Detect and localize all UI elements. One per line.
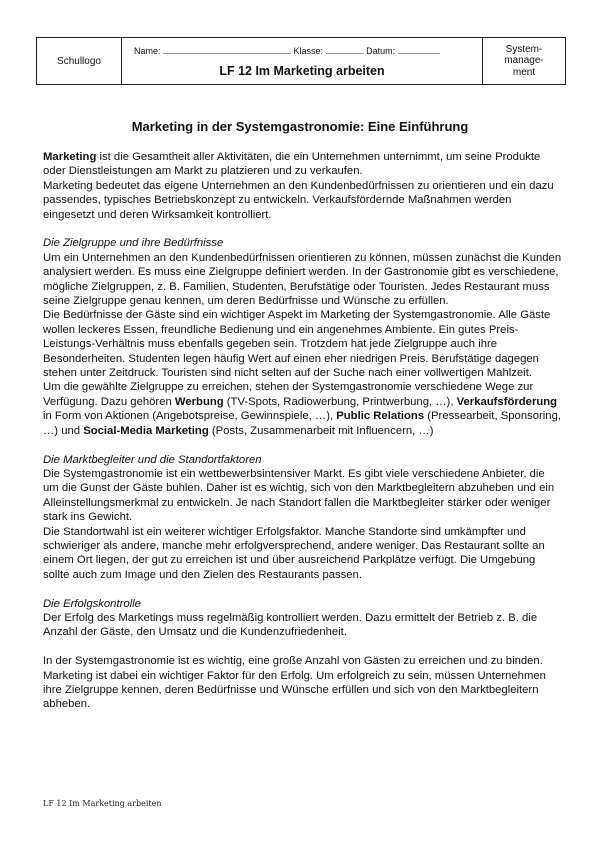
header-table xyxy=(36,37,566,85)
learning-field-title: LF 12 Im Marketing arbeiten xyxy=(219,64,385,78)
name-field[interactable] xyxy=(163,45,291,54)
section-heading-success-control: Die Erfolgskontrolle xyxy=(43,597,141,610)
text-run: (TV-Spots, Radiowerbung, Printwerbung, …), xyxy=(223,395,457,408)
target-group-paragraph-3 xyxy=(43,380,563,438)
marketing-term: Marketing xyxy=(43,151,97,163)
term-werbung: Werbung xyxy=(174,395,224,408)
target-group-paragraph-1: Um ein Unternehmen an den Kundenbedürfnissen orientieren zu können, müssen zunächst die Kunden analysiert werden. Es muss eine Zielgruppe definiert werden. In der Gastronomie gibt es verschiedene, mögliche Zielgruppen, z. B. Familien, Studenten, Berufstätige oder Touristen. Jedes Restaurant muss seine Zielgruppe genau kennen, um deren Bedürfnisse und Wünsche zu erfüllen. xyxy=(43,251,562,308)
intro-text: ist die Gesamtheit aller Aktivitäten, die ein Unternehmen unternimmt, um seine Produkte oder Dienstleistungen am Markt zu platzieren und zu verkaufen. xyxy=(43,151,541,178)
date-field[interactable] xyxy=(398,45,440,54)
text-run: in Form von Aktionen (Angebotspreise, Gewinnspiele, …), xyxy=(43,410,337,423)
text-run: (Pressearbeit, Sponsoring, …) und xyxy=(43,410,562,437)
section-heading-target-group: Die Zielgruppe und ihre Bedürfnisse xyxy=(43,237,224,250)
document-body xyxy=(43,150,563,712)
intro-paragraph-2: Marketing bedeutet das eigene Unternehmen an den Kundenbedürfnissen zu orientieren und ein dazu passendes, typisches Betriebskonzept zu entwickeln. Verkaufsfördernde Maßnahmen werden eingesetzt und deren Wirksamkeit kontrolliert. xyxy=(43,179,554,221)
subject-cell xyxy=(483,38,565,84)
date-label: Datum: xyxy=(366,46,396,56)
text-run: (Posts, Zusammenarbeit mit Influencern, …) xyxy=(208,424,434,437)
subject-line-1: System- xyxy=(505,43,543,55)
term-social-media-marketing: Social-Media Marketing xyxy=(83,424,209,437)
class-label: Klasse: xyxy=(293,46,324,56)
conclusion-paragraph: In der Systemgastronomie ist es wichtig, eine große Anzahl von Gästen zu erreichen und zu binden. Marketing ist dabei ein wichtiger Faktor für den Erfolg. Um erfolgreich zu sein, müssen Unternehmen ihre Zielgruppe kennen, deren Bedürfnisse und Wünsche erfüllen und sich von den Marktbegleitern abheben. xyxy=(43,655,546,711)
target-group-paragraph-2: Die Bedürfnisse der Gäste sind ein wichtiger Aspekt im Marketing der Systemgastronomie. Alle Gäste wollen leckeres Essen, freundliche Bedienung und ein angenehmes Ambiente. Ein gutes Preis-Leistungs-Verhältnis muss ebenfalls gegeben sein. Trotzdem hat jede Zielgruppe auch ihre Besonderheiten. Studenten legen häufig Wert auf einen eher niedrigen Preis. Berufstätige dagegen stehen unter Zeitdruck. Touristen sind nicht selten auf der Suche nach einer vollwertigen Mahlzeit. xyxy=(43,309,551,380)
page-footer: LF 12 Im Marketing arbeiten xyxy=(43,799,162,808)
subject-line-3: ment xyxy=(512,66,536,78)
term-verkaufsfoerderung: Verkaufsförderung xyxy=(456,395,558,408)
competitors-paragraph-2: Die Standortwahl ist ein weiterer wichtiger Erfolgsfaktor. Manche Standorte sind umkämpfter und schwieriger als andere, manche mehr erfolgversprechend, andere weniger. Das Restaurant sollte an einem Ort liegen, der gut zu erreichen ist und über ausreichend Parkplätze verfügt. Die Umgebung sollte auch zum Image und den Zielen des Restaurants passen. xyxy=(43,525,545,581)
success-control-paragraph: Der Erfolg des Marketings muss regelmäßig kontrolliert werden. Dazu ermittelt der Betrieb z. B. die Anzahl der Gäste, den Umsatz und die Kundenzufriedenheit. xyxy=(43,611,538,639)
student-fields xyxy=(134,45,440,56)
header-center-cell xyxy=(122,38,483,84)
subject-line-2: manage- xyxy=(504,55,544,67)
competitors-paragraph-1: Die Systemgastronomie ist ein wettbewerbsintensiver Markt. Es gibt viele verschiedene Anbieter, die um die Gunst der Gäste buhlen. Daher ist es wichtig, sich von den Marktbegleitern abzuheben und ein Alleinstellungsmerkmal zu entwickeln. Je nach Standort fallen die Marktbegleiter stärker oder weniger stark ins Gewicht. xyxy=(43,467,555,524)
text-run: Um die gewählte Zielgruppe zu erreichen, stehen der Systemgastronomie verschiedene Wege zur Verfügung. Dazu gehören xyxy=(43,381,534,408)
school-logo-label: Schullogo xyxy=(57,55,101,67)
section-heading-competitors: Die Marktbegleiter und die Standortfaktoren xyxy=(43,453,262,466)
term-public-relations: Public Relations xyxy=(336,410,425,423)
name-label: Name: xyxy=(134,46,161,56)
school-logo-placeholder xyxy=(37,38,122,84)
intro-paragraph-1 xyxy=(43,150,563,179)
class-field[interactable] xyxy=(326,45,364,54)
document-title: Marketing in der Systemgastronomie: Eine Einführung xyxy=(131,119,469,134)
